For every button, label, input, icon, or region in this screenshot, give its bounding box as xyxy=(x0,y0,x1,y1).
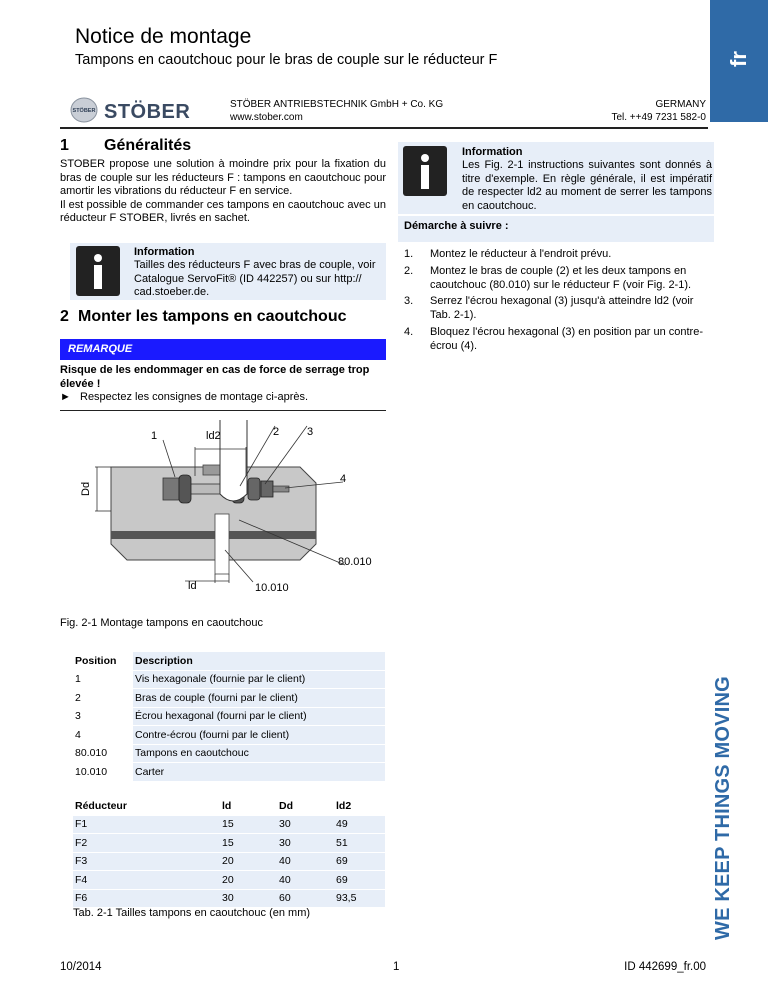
language-code: fr xyxy=(726,51,751,67)
label-4: 4 xyxy=(340,473,347,485)
label-Dd: Dd xyxy=(80,481,92,496)
sizes-table xyxy=(73,797,385,908)
info-icon xyxy=(403,146,447,196)
description-cell: Écrou hexagonal (fourni par le client) xyxy=(133,707,385,726)
positions-table xyxy=(73,652,385,782)
header-description: Description xyxy=(133,652,385,670)
footer-date: 10/2014 xyxy=(60,961,102,973)
label-10010: 10.010 xyxy=(255,582,289,594)
country-block xyxy=(611,98,706,124)
mounting-diagram xyxy=(75,420,375,605)
sizes-table-header xyxy=(73,797,385,815)
ld-cell: 20 xyxy=(220,871,277,890)
description-cell: Carter xyxy=(133,763,385,782)
position-cell: 1 xyxy=(73,670,133,689)
position-cell: 10.010 xyxy=(73,763,133,782)
step-text: Bloquez l'écrou hexagonal (3) en position par un contre-écrou (4). xyxy=(430,326,703,352)
procedure-steps xyxy=(404,248,714,358)
action-arrow: ► xyxy=(60,391,71,403)
section1-paragraph xyxy=(60,158,386,226)
company-block xyxy=(230,98,443,124)
reducer-cell: F6 xyxy=(73,889,220,908)
step-number: 4. xyxy=(404,326,414,338)
ld2-cell: 49 xyxy=(334,815,385,834)
table-row xyxy=(73,834,385,853)
ld-cell: 30 xyxy=(220,889,277,908)
procedure-title: Démarche à suivre : xyxy=(404,220,509,232)
info-icon xyxy=(76,246,120,296)
action-text: Respectez les consignes de montage ci-après. xyxy=(80,391,309,403)
table-row xyxy=(73,889,385,908)
section1-title: Généralités xyxy=(104,137,192,154)
table-caption: Tab. 2-1 Tailles tampons en caoutchouc (en mm) xyxy=(73,907,311,919)
Dd-cell: 40 xyxy=(277,852,334,871)
logo-badge-text: STÖBER xyxy=(72,108,96,114)
label-ld: ld xyxy=(188,580,197,592)
description-cell: Vis hexagonale (fournie par le client) xyxy=(133,670,385,689)
right-info-text: Les Fig. 2-1 instructions suivantes sont donnés à titre d'exemple. En règle générale, il est impératif de respecter ld2 au moment de serrer les tampons en caoutchouc. xyxy=(462,159,712,212)
ld2-cell: 51 xyxy=(334,834,385,853)
header-reducer: Réducteur xyxy=(73,797,220,815)
description-cell: Bras de couple (fourni par le client) xyxy=(133,689,385,708)
ld2-cell: 69 xyxy=(334,852,385,871)
page-subtitle: Tampons en caoutchouc pour le bras de couple sur le réducteur F xyxy=(75,52,498,68)
table-row xyxy=(73,871,385,890)
warning-text: Risque de les endommager en cas de force de serrage trop élevée ! xyxy=(60,364,370,390)
ld2-cell: 93,5 xyxy=(334,889,385,908)
label-ld2: ld2 xyxy=(206,430,221,442)
remark-divider xyxy=(60,410,386,411)
label-2: 2 xyxy=(273,426,280,438)
table-row xyxy=(73,744,385,763)
table-row xyxy=(73,689,385,708)
table-row xyxy=(73,670,385,689)
step-number: 2. xyxy=(404,265,414,277)
info-text: Tailles des réducteurs F avec bras de couple, voir Catalogue ServoFit® (ID 442257) ou sur http:// cad.stoeber.de. xyxy=(134,259,376,299)
positions-table-header xyxy=(73,652,385,670)
description-cell: Tampons en caoutchouc xyxy=(133,744,385,763)
description-cell: Contre-écrou (fourni par le client) xyxy=(133,726,385,745)
country-name: GERMANY xyxy=(655,99,706,110)
step-text: Montez le réducteur à l'endroit prévu. xyxy=(430,248,612,260)
ld2-cell: 69 xyxy=(334,871,385,890)
table-row xyxy=(73,815,385,834)
step-number: 3. xyxy=(404,295,414,307)
step-text: Serrez l'écrou hexagonal (3) jusqu'à atteindre ld2 (voir Tab. 2-1). xyxy=(430,295,694,321)
ld-cell: 15 xyxy=(220,834,277,853)
reducer-cell: F4 xyxy=(73,871,220,890)
step-text: Montez le bras de couple (2) et les deux tampons en caoutchouc (80.010) sur le réducteur F (voir Fig. 2-1). xyxy=(430,265,692,291)
brand-slogan: WE KEEP THINGS MOVING xyxy=(712,676,734,940)
header-divider xyxy=(60,127,708,129)
Dd-cell: 30 xyxy=(277,834,334,853)
position-cell: 2 xyxy=(73,689,133,708)
table-row xyxy=(73,763,385,782)
right-info-title: Information xyxy=(462,146,523,158)
info-title: Information xyxy=(134,246,195,258)
company-website: www.stober.com xyxy=(230,112,303,123)
header-ld: ld xyxy=(220,797,277,815)
label-80010: 80.010 xyxy=(338,556,372,568)
table-row xyxy=(73,852,385,871)
section2-title: Monter les tampons en caoutchouc xyxy=(78,308,347,325)
document-id: ID 442699_fr.00 xyxy=(624,961,706,973)
header-position: Position xyxy=(73,652,133,670)
ld-cell: 15 xyxy=(220,815,277,834)
Dd-cell: 40 xyxy=(277,871,334,890)
table-row xyxy=(73,707,385,726)
header-Dd: Dd xyxy=(277,797,334,815)
section1-para1: STOBER propose une solution à moindre prix pour la fixation du bras de couple sur les réducteurs F : tampons en caoutchouc pour amortir les vibrations du réducteur F en service. xyxy=(60,158,386,198)
page-number: 1 xyxy=(393,961,400,973)
step-number: 1. xyxy=(404,248,414,260)
reducer-cell: F1 xyxy=(73,815,220,834)
label-3: 3 xyxy=(307,426,314,438)
label-1: 1 xyxy=(151,430,158,442)
stober-logo xyxy=(70,97,205,123)
section2-number: 2 xyxy=(60,308,69,325)
Dd-cell: 30 xyxy=(277,815,334,834)
ld-cell: 20 xyxy=(220,852,277,871)
section1-para2: Il est possible de commander ces tampons en caoutchouc avec un réducteur F STOBER, livrés en sachet. xyxy=(60,198,386,225)
section1-number: 1 xyxy=(60,137,69,154)
position-cell: 80.010 xyxy=(73,744,133,763)
logo-text: STÖBER xyxy=(104,101,191,123)
Dd-cell: 60 xyxy=(277,889,334,908)
language-tab xyxy=(710,0,768,122)
company-name: STÖBER ANTRIEBSTECHNIK GmbH + Co. KG xyxy=(230,99,444,110)
phone-number: Tel. ++49 7231 582-0 xyxy=(611,112,706,123)
page-title: Notice de montage xyxy=(75,25,252,48)
table-row xyxy=(73,726,385,745)
position-cell: 3 xyxy=(73,707,133,726)
position-cell: 4 xyxy=(73,726,133,745)
remark-banner: REMARQUE xyxy=(60,339,386,360)
figure-caption: Fig. 2-1 Montage tampons en caoutchouc xyxy=(60,617,264,629)
header-ld2: ld2 xyxy=(334,797,385,815)
reducer-cell: F3 xyxy=(73,852,220,871)
reducer-cell: F2 xyxy=(73,834,220,853)
